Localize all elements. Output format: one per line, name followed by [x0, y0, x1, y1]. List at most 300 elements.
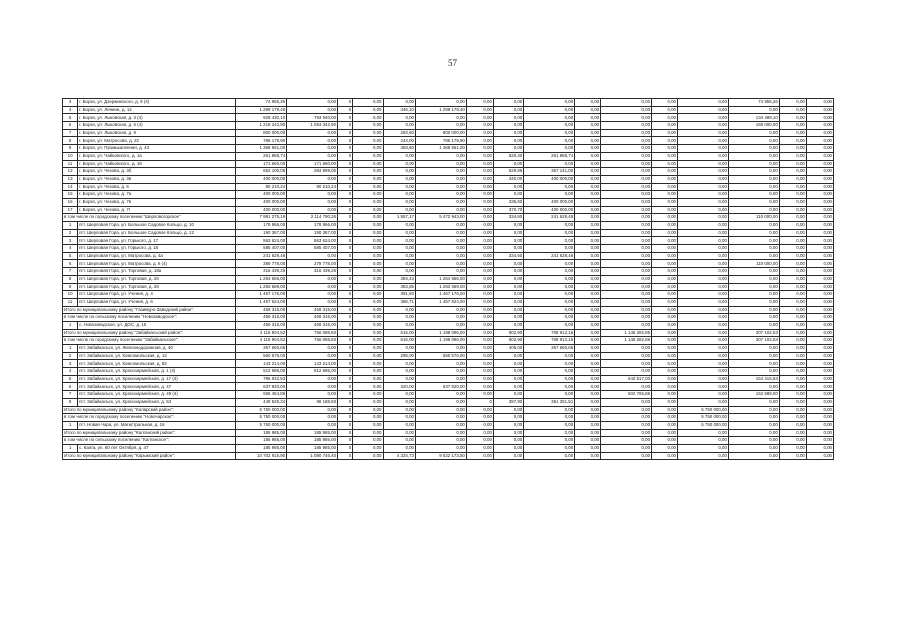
row-number: 6 — [63, 122, 78, 130]
row-number: 4 — [63, 106, 78, 114]
value-cell: 0,00 — [524, 283, 575, 291]
value-cell: 0,00 — [524, 368, 575, 376]
value-cell: 0,00 — [383, 437, 415, 445]
value-cell: 0,00 — [383, 114, 415, 122]
address-cell: г. Борзя, ул. Чехова, д. 5 — [78, 183, 236, 191]
value-cell: 512 686,00 — [287, 368, 338, 376]
value-cell: 0 — [338, 106, 353, 114]
value-cell: 0 — [338, 222, 353, 230]
value-cell: 786 179,90 — [236, 137, 287, 145]
value-cell: 655 454,86 — [236, 391, 287, 399]
value-cell: 0,00 — [575, 106, 601, 114]
value-cell: 0,00 — [652, 368, 678, 376]
value-cell: 0,00 — [353, 183, 383, 191]
value-cell: 0,00 — [652, 152, 678, 160]
value-cell: 0,00 — [466, 321, 493, 329]
value-cell: 0,00 — [678, 314, 729, 322]
value-cell: 0,00 — [779, 329, 806, 337]
value-cell: 185 985,00 — [236, 437, 287, 445]
value-cell: 0,00 — [524, 314, 575, 322]
value-cell: 0,00 — [652, 352, 678, 360]
value-cell: 642 517,00 — [601, 375, 652, 383]
value-cell: 0,00 — [779, 321, 806, 329]
address-cell: г. Борзя, ул. Чайковского, д. 1а — [78, 152, 236, 160]
value-cell: 0,00 — [493, 137, 523, 145]
table-row — [63, 421, 834, 429]
value-cell: 0,00 — [493, 444, 523, 452]
value-cell: 0,00 — [415, 122, 466, 130]
value-cell: 0,00 — [415, 306, 466, 314]
value-cell: 0,00 — [678, 229, 729, 237]
value-cell: 0,00 — [575, 291, 601, 299]
value-cell: 1 080 746,40 — [287, 452, 338, 460]
value-cell: 802,90 — [493, 337, 523, 345]
value-cell: 0,00 — [524, 229, 575, 237]
value-cell: 0,00 — [524, 129, 575, 137]
value-cell: 0,00 — [806, 352, 833, 360]
value-cell: 0,00 — [466, 329, 493, 337]
value-cell: 0,00 — [466, 444, 493, 452]
value-cell: 0,00 — [524, 106, 575, 114]
value-cell: 0,00 — [575, 329, 601, 337]
value-cell: 637 920,00 — [415, 383, 466, 391]
value-cell: 0,00 — [383, 406, 415, 414]
value-cell: 0,00 — [806, 237, 833, 245]
value-cell: 0,00 — [652, 145, 678, 153]
row-number: 10 — [63, 291, 78, 299]
value-cell: 0,00 — [383, 160, 415, 168]
row-number: 5 — [63, 114, 78, 122]
value-cell: 0,00 — [806, 375, 833, 383]
value-cell: 0,00 — [524, 406, 575, 414]
value-cell: 0,00 — [806, 283, 833, 291]
value-cell: 0,00 — [601, 222, 652, 230]
row-number: 1 — [63, 421, 78, 429]
value-cell: 0,00 — [575, 222, 601, 230]
value-cell: 0,00 — [353, 237, 383, 245]
value-cell: 0,00 — [575, 152, 601, 160]
value-cell: 0 — [338, 352, 353, 360]
value-cell: 0,00 — [806, 291, 833, 299]
value-cell: 0,00 — [806, 268, 833, 276]
value-cell: 0,00 — [806, 222, 833, 230]
value-cell: 1 299 179,40 — [236, 106, 287, 114]
value-cell: 0,00 — [652, 183, 678, 191]
value-cell: 0 — [338, 329, 353, 337]
value-cell: 0,00 — [383, 444, 415, 452]
value-cell: 0,00 — [524, 137, 575, 145]
value-cell: 0,00 — [652, 160, 678, 168]
value-cell: 0,00 — [806, 398, 833, 406]
value-cell: 0,00 — [353, 206, 383, 214]
value-cell: 0,00 — [806, 321, 833, 329]
value-cell: 0,00 — [806, 275, 833, 283]
row-number: 10 — [63, 152, 78, 160]
value-cell: 0,00 — [678, 260, 729, 268]
value-cell: 0 — [338, 206, 353, 214]
value-cell: 0,00 — [524, 360, 575, 368]
value-cell: 279 778,00 — [287, 260, 338, 268]
value-cell: 0,00 — [466, 283, 493, 291]
value-cell: 0,00 — [652, 375, 678, 383]
value-cell: 0,00 — [652, 206, 678, 214]
value-cell: 0,00 — [806, 306, 833, 314]
value-cell: 0,00 — [601, 291, 652, 299]
value-cell: 0,00 — [678, 345, 729, 353]
row-number: 1 — [63, 345, 78, 353]
value-cell: 0 — [338, 229, 353, 237]
value-cell: 0,00 — [415, 245, 466, 253]
value-cell: 0,00 — [652, 245, 678, 253]
value-cell: 0,00 — [601, 414, 652, 422]
address-cell: пгт. Забайкальск, ул. Красноармейская, д. 49 (4) — [78, 391, 236, 399]
value-cell: 0,00 — [466, 406, 493, 414]
value-cell: 1 467 176,00 — [236, 291, 287, 299]
value-cell: 0,00 — [524, 421, 575, 429]
value-cell: 351 251,51 — [524, 398, 575, 406]
value-cell: 0,00 — [806, 206, 833, 214]
value-cell: 0,00 — [806, 452, 833, 460]
value-cell: 397,90 — [493, 398, 523, 406]
address-cell: г. Борзя, ул. Чехова, д. 3в — [78, 175, 236, 183]
table-row — [63, 168, 834, 176]
address-cell: г. Борзя, ул. Чайковского, д. 18 — [78, 160, 236, 168]
value-cell: 0,00 — [415, 268, 466, 276]
value-cell: 0,00 — [353, 298, 383, 306]
value-cell: 0,00 — [806, 345, 833, 353]
value-cell: 0,00 — [287, 421, 338, 429]
value-cell: 0,00 — [728, 283, 779, 291]
value-cell: 0,00 — [652, 252, 678, 260]
value-cell: 0,00 — [466, 414, 493, 422]
row-number: 5 — [63, 375, 78, 383]
value-cell: 0,00 — [728, 191, 779, 199]
value-cell: 5 472 943,00 — [415, 214, 466, 222]
address-cell: пгт. Шерловая Гора, ул. Торговая, д. 28 — [78, 283, 236, 291]
table-row — [63, 345, 834, 353]
value-cell: 0,00 — [383, 99, 415, 107]
value-cell: 0,00 — [728, 306, 779, 314]
value-cell: 0,00 — [779, 160, 806, 168]
value-cell: 0,00 — [678, 329, 729, 337]
value-cell: 0 — [338, 452, 353, 460]
value-cell: 0,00 — [466, 368, 493, 376]
value-cell: 0,00 — [652, 452, 678, 460]
address-cell: пгт. Шерловая Гора, ул. Учения, д. 6 — [78, 298, 236, 306]
value-cell: 400 000,00 — [524, 175, 575, 183]
value-cell: 708 912,16 — [524, 329, 575, 337]
value-cell: 0,00 — [575, 352, 601, 360]
value-cell: 459 315,00 — [287, 321, 338, 329]
table-row — [63, 175, 834, 183]
value-cell: 0 — [338, 183, 353, 191]
value-cell: 0,00 — [728, 268, 779, 276]
value-cell: 0,00 — [779, 421, 806, 429]
value-cell: 0,00 — [353, 421, 383, 429]
value-cell: 0 — [338, 237, 353, 245]
value-cell: 0,00 — [575, 337, 601, 345]
value-cell: 0,00 — [383, 321, 415, 329]
summary-label: в том числе по городскому поселению "Забайкальское": — [63, 337, 236, 345]
value-cell: 0,00 — [779, 375, 806, 383]
table-row — [63, 275, 834, 283]
value-cell: 0,00 — [415, 321, 466, 329]
value-cell: 0,00 — [353, 283, 383, 291]
summary-label: в том числе по городскому поселению "Новочарское": — [63, 414, 236, 422]
value-cell: 0,00 — [493, 383, 523, 391]
value-cell: 0,00 — [728, 368, 779, 376]
value-cell: 0 — [338, 245, 353, 253]
row-number: 2 — [63, 229, 78, 237]
row-number: 16 — [63, 198, 78, 206]
row-number: 7 — [63, 129, 78, 137]
table-row — [63, 222, 834, 230]
value-cell: 0,00 — [415, 406, 466, 414]
value-cell: 0,00 — [652, 398, 678, 406]
value-cell: 320,00 — [383, 383, 415, 391]
value-cell: 0,00 — [601, 398, 652, 406]
value-cell: 1 218 242,90 — [236, 122, 287, 130]
value-cell: 244,00 — [383, 137, 415, 145]
value-cell: 1 557,17 — [383, 214, 415, 222]
value-cell: 0,00 — [353, 191, 383, 199]
value-cell: 0,00 — [466, 421, 493, 429]
value-cell: 0,00 — [524, 298, 575, 306]
value-cell: 0,00 — [383, 360, 415, 368]
value-cell: 0,00 — [575, 383, 601, 391]
value-cell: 284 959,05 — [287, 168, 338, 176]
value-cell: 0,00 — [806, 183, 833, 191]
row-number: 4 — [63, 368, 78, 376]
value-cell: 446,10 — [383, 106, 415, 114]
value-cell: 0,00 — [383, 168, 415, 176]
summary-label: Итого по муниципальному району "Газимуро-Заводский район": — [63, 306, 236, 314]
value-cell: 10 702 915,90 — [236, 452, 287, 460]
value-cell: 0,00 — [287, 206, 338, 214]
value-cell: 0,00 — [678, 375, 729, 383]
value-cell: 335,60 — [493, 198, 523, 206]
value-cell: 0,00 — [575, 237, 601, 245]
row-number: 8 — [63, 398, 78, 406]
value-cell: 0,00 — [779, 345, 806, 353]
value-cell: 0,00 — [806, 391, 833, 399]
table-row — [63, 137, 834, 145]
value-cell: 0,00 — [383, 122, 415, 130]
value-cell: 0,00 — [806, 444, 833, 452]
value-cell: 0,00 — [728, 206, 779, 214]
value-cell: 0,00 — [383, 191, 415, 199]
value-cell: 185 985,00 — [287, 429, 338, 437]
value-cell: 0 — [338, 252, 353, 260]
value-cell: 0,00 — [466, 122, 493, 130]
value-cell: 0,00 — [806, 175, 833, 183]
value-cell: 0,00 — [353, 391, 383, 399]
value-cell: 0,00 — [652, 106, 678, 114]
value-cell: 459 315,00 — [287, 314, 338, 322]
row-number: 8 — [63, 137, 78, 145]
value-cell: 0 — [338, 345, 353, 353]
value-cell: 0,00 — [678, 206, 729, 214]
value-cell: 0,00 — [524, 260, 575, 268]
value-cell: 0,00 — [678, 383, 729, 391]
value-cell: 0,00 — [779, 291, 806, 299]
value-cell: 1 145 282,86 — [601, 337, 652, 345]
value-cell: 0,00 — [806, 99, 833, 107]
value-cell: 0,00 — [652, 268, 678, 276]
value-cell: 0,00 — [806, 298, 833, 306]
value-cell: 560 576,00 — [415, 352, 466, 360]
value-cell: 585 407,00 — [236, 245, 287, 253]
address-cell: пгт. Шерловая Гора, ул. Горького, д. 18 — [78, 245, 236, 253]
value-cell: 0,00 — [524, 375, 575, 383]
value-cell: 1 283 589,00 — [415, 283, 466, 291]
value-cell: 0,00 — [779, 175, 806, 183]
value-cell: 0,00 — [353, 275, 383, 283]
value-cell: 615,00 — [383, 337, 415, 345]
value-cell: 0 — [338, 383, 353, 391]
value-cell: 0,00 — [493, 222, 523, 230]
value-cell: 190 367,00 — [287, 229, 338, 237]
value-cell: 0,00 — [524, 237, 575, 245]
value-cell: 0,00 — [524, 99, 575, 107]
value-cell: 0,00 — [728, 137, 779, 145]
value-cell: 0,00 — [601, 245, 652, 253]
value-cell: 0,00 — [601, 345, 652, 353]
value-cell: 0,00 — [728, 352, 779, 360]
value-cell: 0,00 — [575, 122, 601, 130]
value-cell: 0,00 — [287, 383, 338, 391]
value-cell: 0,00 — [493, 275, 523, 283]
value-cell: 0,00 — [779, 383, 806, 391]
address-cell: пгт. Забайкальск, ул. Красноармейская, д. 17 (4) — [78, 375, 236, 383]
value-cell: 0,00 — [466, 291, 493, 299]
value-cell: 0,00 — [383, 245, 415, 253]
value-cell: 0,00 — [466, 345, 493, 353]
table-row — [63, 99, 834, 107]
table-row — [63, 391, 834, 399]
value-cell: 0,00 — [466, 152, 493, 160]
value-cell: 0,00 — [466, 114, 493, 122]
value-cell: 400 000,00 — [236, 191, 287, 199]
value-cell: 4 115 904,52 — [236, 329, 287, 337]
value-cell: 796 932,53 — [236, 375, 287, 383]
value-cell: 708 912,16 — [524, 337, 575, 345]
value-cell: 0,00 — [287, 406, 338, 414]
table-row — [63, 160, 834, 168]
value-cell: 0,00 — [779, 314, 806, 322]
value-cell: 0,00 — [806, 252, 833, 260]
value-cell: 0,00 — [806, 152, 833, 160]
value-cell: 0,00 — [353, 175, 383, 183]
value-cell: 0,00 — [652, 321, 678, 329]
value-cell: 0,00 — [779, 252, 806, 260]
value-cell: 0,00 — [575, 452, 601, 460]
value-cell: 0,00 — [524, 352, 575, 360]
value-cell: 0,00 — [493, 391, 523, 399]
value-cell: 185 985,00 — [287, 437, 338, 445]
value-cell: 185 985,00 — [287, 444, 338, 452]
value-cell: 0,00 — [466, 214, 493, 222]
value-cell: 0,00 — [524, 306, 575, 314]
value-cell: 0 — [338, 306, 353, 314]
value-cell: 0,00 — [652, 291, 678, 299]
row-number: 9 — [63, 145, 78, 153]
value-cell: 0,00 — [652, 175, 678, 183]
value-cell: 0,00 — [652, 406, 678, 414]
value-cell: 405,00 — [493, 345, 523, 353]
value-cell: 0,00 — [493, 106, 523, 114]
value-cell: 0,00 — [353, 114, 383, 122]
row-number: 7 — [63, 391, 78, 399]
value-cell: 0,00 — [728, 360, 779, 368]
value-cell: 0,00 — [466, 437, 493, 445]
summary-row — [63, 452, 834, 460]
value-cell: 307 102,53 — [728, 337, 779, 345]
row-number: 3 — [63, 360, 78, 368]
value-cell: 0,00 — [779, 398, 806, 406]
value-cell: 585 407,00 — [287, 245, 338, 253]
table-row — [63, 268, 834, 276]
value-cell: 0 — [338, 168, 353, 176]
value-cell: 0,00 — [806, 129, 833, 137]
value-cell: 0,00 — [287, 275, 338, 283]
value-cell: 0,00 — [652, 260, 678, 268]
table-row — [63, 398, 834, 406]
value-cell: 110 000,00 — [728, 214, 779, 222]
value-cell: 0,00 — [779, 237, 806, 245]
table-row — [63, 237, 834, 245]
value-cell: 0 — [338, 421, 353, 429]
value-cell: 0,00 — [493, 421, 523, 429]
value-cell: 0,00 — [287, 145, 338, 153]
value-cell: 370,70 — [493, 206, 523, 214]
value-cell: 0,00 — [493, 414, 523, 422]
value-cell: 0,00 — [728, 183, 779, 191]
value-cell: 0,00 — [493, 291, 523, 299]
value-cell: 563 624,00 — [287, 237, 338, 245]
value-cell: 0,00 — [652, 275, 678, 283]
value-cell: 0,00 — [415, 152, 466, 160]
value-cell: 0,00 — [524, 444, 575, 452]
value-cell: 0,00 — [493, 237, 523, 245]
value-cell: 400 000,00 — [236, 175, 287, 183]
value-cell: 0 — [338, 160, 353, 168]
value-cell: 0,00 — [466, 306, 493, 314]
value-cell: 0,00 — [779, 99, 806, 107]
value-cell: 0,00 — [779, 337, 806, 345]
value-cell: 0,00 — [779, 306, 806, 314]
value-cell: 0,00 — [353, 168, 383, 176]
value-cell: 0,00 — [575, 129, 601, 137]
value-cell: 383,85 — [383, 283, 415, 291]
value-cell: 652 100,05 — [236, 168, 287, 176]
value-cell: 0,00 — [652, 122, 678, 130]
table-row — [63, 106, 834, 114]
value-cell: 0,00 — [493, 360, 523, 368]
value-cell: 0,00 — [415, 421, 466, 429]
value-cell: 0,00 — [779, 183, 806, 191]
address-cell: г. Борзя, ул. Ленина, д. 14 — [78, 106, 236, 114]
value-cell: 0,00 — [287, 175, 338, 183]
table-row — [63, 252, 834, 260]
summary-row — [63, 314, 834, 322]
value-cell: 0,00 — [524, 145, 575, 153]
value-cell: 0,00 — [493, 452, 523, 460]
value-cell: 0,00 — [678, 268, 729, 276]
value-cell: 5 750 000,00 — [236, 421, 287, 429]
value-cell: 0,00 — [524, 452, 575, 460]
value-cell: 0,00 — [678, 175, 729, 183]
